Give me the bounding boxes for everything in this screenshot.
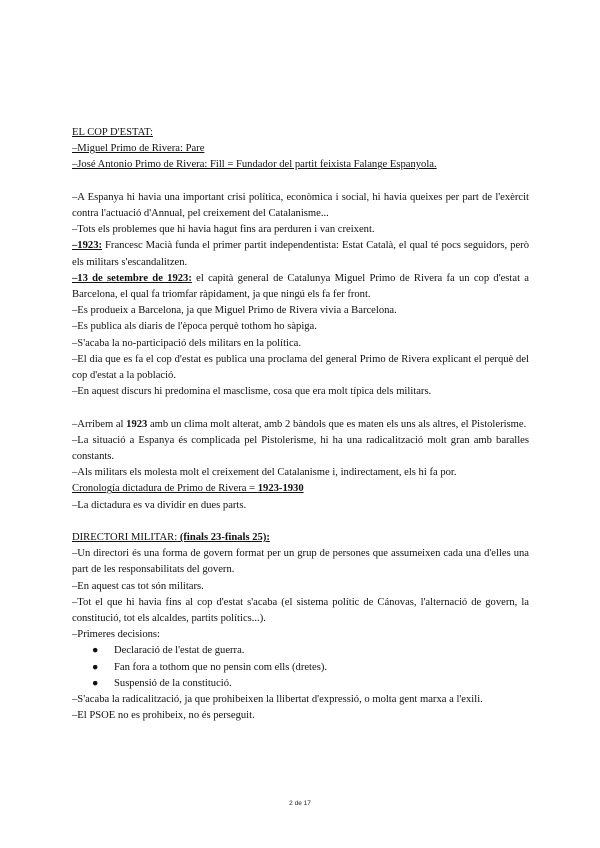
page-number: 2 de 17 [289,800,311,807]
paragraph-dues-parts: –La dictadura es va dividir en dues parts. [72,499,247,511]
directori-period: (finals 23-finals 25): [177,532,270,544]
directori-title: DIRECTORI MILITAR: [72,532,178,544]
paragraph-decisions: –Primeres decisions: [72,629,160,641]
paragraph-catalanisme: –Als militars els molesta molt el creixement del Catalanisme i, indirectament, els hi fa por. [72,467,457,479]
paragraph-sistema: –Tot el que hi havia fins al cop d'estat s'acaba (el sistema polític de Cánovas, l'alternació de govern, la constitució, tot els alcaldes, partits polítics...). [72,596,529,625]
paragraph-directori-definition: –Un directori és una forma de govern format per un grup de persones que assumeixen cada una d'elles una part de les responsabilitats del govern. [72,548,529,576]
year-1923: 1923 [126,418,148,430]
paragraph-psoe: –El PSOE no es prohibeix, no és perseguit. [72,710,255,722]
bullet-icon: ● [92,677,99,689]
person-father: –Miguel Primo de Rivera: Pare [72,143,205,155]
list-item [72,676,529,692]
paragraph-proclama: –El dia que es fa el cop d'estat es publica una proclama del general Primo de Rivera explicant el perquè del cop d'estat a la població. [72,353,529,382]
paragraph-barcelona: –Es produeix a Barcelona, ja que Miguel Primo de Rivera vivia a Barcelona. [72,305,397,317]
chronology-line [72,481,529,497]
directori-heading [72,530,529,546]
paragraph-militars: –En aquest cas tot són militars. [72,580,204,592]
text-fragment: amb un clima molt alterat, amb 2 bàndols que es maten els uns als altres, el Pistolerisme. [147,418,527,430]
chronology-years: 1923-1930 [257,483,304,495]
bullet-icon: ● [92,661,99,673]
date-1923: –1923: [72,240,103,252]
list-item-text: Declaració de l'estat de guerra. [114,645,245,657]
paragraph-1923 [72,238,529,270]
chronology-label: Cronología dictadura de Primo de Rivera = [72,483,258,495]
paragraph-pistolerisme [72,417,529,433]
text-fragment: –Arribem al [72,418,127,430]
list-item-text: Fan fora a tothom que no pensin com ells (dretes). [114,661,327,673]
section-title: EL COP D'ESTAT: [72,127,153,138]
paragraph-problems: –Tots els problemes que hi havia hagut fins ara perduren i van creixent. [72,224,375,236]
bullet-icon: ● [92,645,99,657]
paragraph-1923-text: Francesc Macià funda el primer partit independentista: Estat Català, el qual té pocs seguidors, però els militars s'escandalitzen. [72,240,529,268]
decisions-list [72,643,529,692]
paragraph-radicalitzacio: –S'acaba la radicalització, ja que prohibeixen la llibertat d'expressió, o molta gent marxa a l'exili. [72,694,483,706]
paragraph-crisis: –A Espanya hi havia una important crisi política, econòmica i social, hi havia queixes per part de l'exèrcit contra l'actuació d'Annual, pel creixement del Catalanisme... [72,191,529,219]
paragraph-masclisme: –En aquest discurs hi predomina el masclisme, cosa que era molt típica dels militars. [72,386,432,398]
spacer [72,174,529,190]
spacer [72,514,529,530]
date-13-setembre: –13 de setembre de 1923: [72,272,192,284]
spacer [72,400,529,416]
list-item [72,660,529,676]
paragraph-no-participacio: –S'acaba la no-participació dels militars en la política. [72,337,302,349]
paragraph-13-setembre [72,271,529,303]
list-item [72,643,529,659]
list-item-text: Suspensió de la constitució. [114,677,232,689]
paragraph-situacio: –La situació a Espanya és complicada pel Pistolerisme, hi ha una radicalització molt gran amb baralles constants. [72,434,529,463]
person-son: –José Antonio Primo de Rivera: Fill = Fundador del partit feixista Falange Espanyola. [72,159,437,171]
paragraph-13-setembre-text: el capità general de Catalunya Miguel Primo de Rivera fa un cop d'estat a Barcelona, el qual fa triomfar ràpidament, ja que ningú els fa fer front. [72,272,529,301]
document-page [72,125,529,724]
paragraph-diaris: –Es publica als diaris de l'època perquè tothom ho sàpiga. [72,321,317,333]
